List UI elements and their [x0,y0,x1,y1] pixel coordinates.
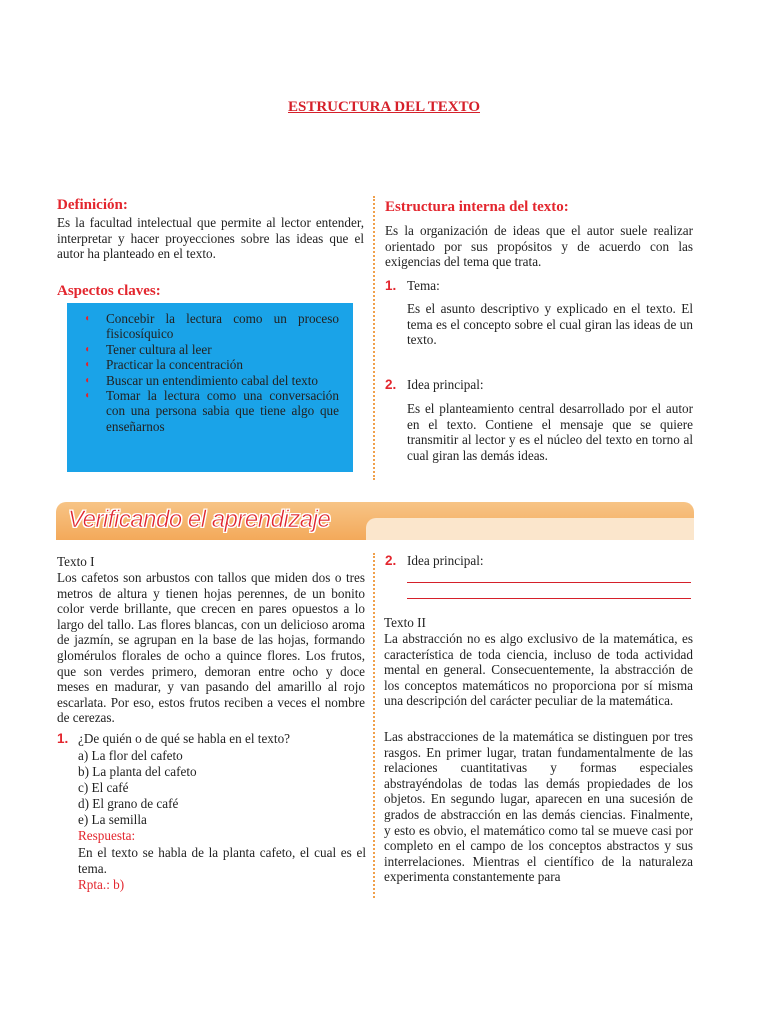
list-item: ◖ Buscar un entendimiento cabal del texto [84,372,319,388]
texto2-paragraph-1: La abstracción no es algo exclusivo de la matemática, es característica de toda ciencia, incluso de toda actividad mental en general. Consecuentemente, la abstracción de los conceptos matemáticos no proporciona por sí misma una descripción del carácter peculiar de la matemática. [384,631,693,709]
aspectos-heading: Aspectos claves: [57,283,161,299]
column-divider [373,196,375,480]
banner-tab [366,518,694,540]
texto1-body: Los cafetos son arbustos con tallos que miden dos o tres metros de altura y tienen hojas perennes, de un bonito color verde brillante, que crecen en pares opuestos a lo largo del tallo. Las flores blancas, con un delicioso aroma de jazmín, se agrupan en la base de las hojas, formando glomérulos florales de ocho a quince flores. Los frutos, que son verdes primero, demoran entre ocho y doce meses en madurar, y van pasando del amarillo al rojo escarlata. Por eso, estos frutos reciben a veces el nombre de cerezas. [57,570,365,726]
texto1-heading: Texto I [57,554,95,569]
option-c: c) El café [78,780,129,795]
question-label: Idea principal: [407,553,484,568]
definicion-heading: Definición: [57,197,128,213]
texto2-paragraph-2: Las abstracciones de la matemática se distinguen por tres rasgos. En primer lugar, tratan fundamentalmente de las relaciones cuantitativas y formas especiales abstrayéndolas de todas las demás propiedades de los objetos. En segundo lugar, aparecen en una sucesión de grados de abstracción en las demás ciencias. Finalmente, y esto es obvio, el matemático como tal se mueve casi por completo en el campo de los conceptos abstractos y sus interrelaciones. Mientras el científico de la naturaleza experimenta constantemente para [384,729,693,885]
bullet-icon: ◖ [84,359,91,371]
answer-line [407,598,691,599]
banner-title: Verificando el aprendizaje [68,506,331,533]
item-label: Tema: [407,278,440,293]
respuesta-text: En el texto se habla de la planta cafeto, el cual es el tema. [78,845,366,876]
item-number: 2. [385,377,397,392]
page-title: ESTRUCTURA DEL TEXTO [287,99,480,115]
aspectos-list [67,303,353,434]
bullet-icon: ◖ [84,343,91,355]
aspectos-box [67,303,353,472]
option-a: a) La flor del cafeto [78,748,183,763]
question-number: 1. [57,731,69,746]
bullet-icon: ◖ [84,313,91,324]
list-item: ◖ Tener cultura al leer [84,341,212,357]
bullet-icon: ◖ [84,390,91,402]
item-number: 1. [385,278,397,293]
item-text: Es el planteamiento central desarrollado por el autor en el texto. Contiene el mensaje que se quiere transmitir al lector y es el núcleo del texto en torno al cual giran las demás ideas. [407,401,693,463]
estructura-heading: Estructura interna del texto: [385,199,569,215]
texto2-heading: Texto II [384,615,426,630]
section-banner [56,502,694,540]
estructura-text: Es la organización de ideas que el autor suele realizar orientado por sus propósitos y de acuerdo con las exigencias del tema que trata. [385,223,693,270]
list-item: ◖ Practicar la concentración [84,357,243,373]
column-divider [373,553,375,898]
rpta: Rpta.: b) [78,877,125,892]
definicion-text: Es la facultad intelectual que permite al lector entender, interpretar y hacer proyecciones sobre las ideas que el autor ha planteado en el texto. [57,215,364,262]
question-number: 2. [385,553,397,568]
item-label: Idea principal: [407,377,484,392]
list-item: ◖ Concebir la lectura como un proceso fisicosíquico [84,311,339,342]
list-item: ◖ Tomar la lectura como una conversación con una persona sabia que tiene algo que enseñarnos [84,388,339,434]
answer-line [407,582,691,583]
bullet-icon: ◖ [84,374,91,386]
option-d: d) El grano de café [78,796,179,811]
question-text: ¿De quién o de qué se habla en el texto? [78,731,291,746]
respuesta-label: Respuesta: [78,828,136,843]
option-b: b) La planta del cafeto [78,764,197,779]
item-text: Es el asunto descriptivo y explicado en el texto. El tema es el concepto sobre el cual giran las ideas de un texto. [407,301,693,348]
option-e: e) La semilla [78,812,147,827]
